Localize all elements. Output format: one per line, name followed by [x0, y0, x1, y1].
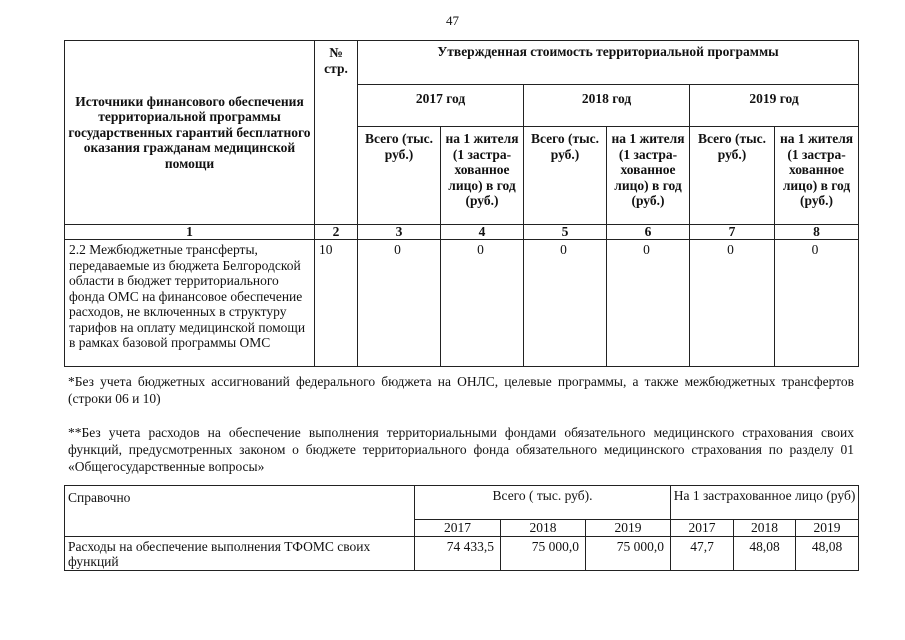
reference-label-header: Справочно	[65, 486, 415, 537]
reference-total-header: Всего ( тыс. руб).	[415, 486, 671, 520]
column-number: 6	[607, 225, 690, 240]
year-header: 2017	[671, 520, 734, 537]
cost-table	[64, 40, 859, 367]
reference-value: 75 000,0	[501, 536, 586, 570]
year-header: 2018	[734, 520, 796, 537]
total-2019-value: 0	[690, 240, 775, 367]
year-header: 2018	[501, 520, 586, 537]
table-row	[65, 240, 859, 367]
reference-value: 75 000,0	[586, 536, 671, 570]
reference-per-insured-header: На 1 застрахованное лицо (руб)	[671, 486, 859, 520]
page-number: 47	[446, 13, 459, 28]
per-capita-2019-header: на 1 жителя (1 застра-хованное лицо) в год (руб.)	[775, 127, 859, 225]
reference-value: 48,08	[734, 536, 796, 570]
column-number: 8	[775, 225, 859, 240]
total-2019-header: Всего (тыс. руб.)	[690, 127, 775, 225]
total-2018-header: Всего (тыс. руб.)	[524, 127, 607, 225]
column-number: 3	[358, 225, 441, 240]
column-numbers-row	[65, 225, 859, 240]
row-label: 2.2 Межбюджетные трансферты, передаваемые из бюджета Белгородской области в бюджет территориального фонда ОМС на финансовое обеспечение расходов, не включенных в структуру тарифов на оплату медицинской помощи в рамках базовой программы ОМС	[65, 240, 315, 367]
total-2018-value: 0	[524, 240, 607, 367]
reference-table	[64, 485, 859, 571]
reference-value: 48,08	[796, 536, 859, 570]
year-2018-header: 2018 год	[524, 85, 690, 127]
per-capita-2017-value: 0	[441, 240, 524, 367]
approved-cost-header: Утвержденная стоимость территориальной программы	[358, 41, 859, 85]
reference-row-label: Расходы на обеспечение выполнения ТФОМС своих функций	[65, 536, 415, 570]
year-2017-header: 2017 год	[358, 85, 524, 127]
column-number: 4	[441, 225, 524, 240]
footnote-1: *Без учета бюджетных ассигнований федерального бюджета на ОНЛС, целевые программы, а также межбюджетных трансфертов (строки 06 и 10)	[68, 374, 854, 406]
column-number: 2	[315, 225, 358, 240]
per-capita-2019-value: 0	[775, 240, 859, 367]
total-2017-value: 0	[358, 240, 441, 367]
row-number-header: № стр.	[315, 41, 358, 225]
column-number: 5	[524, 225, 607, 240]
year-header: 2019	[586, 520, 671, 537]
column-number: 7	[690, 225, 775, 240]
per-capita-2018-header: на 1 жителя (1 застра-хованное лицо) в год (руб.)	[607, 127, 690, 225]
reference-value: 47,7	[671, 536, 734, 570]
year-2019-header: 2019 год	[690, 85, 859, 127]
total-2017-header: Всего (тыс. руб.)	[358, 127, 441, 225]
column-number: 1	[65, 225, 315, 240]
source-header: Источники финансового обеспечения территориальной программы государственных гарантий бесплатного оказания гражданам медицинской помощи	[65, 41, 315, 225]
footnote-2: **Без учета расходов на обеспечение выполнения территориальными фондами обязательного медицинского страхования своих функций, предусмотренных законом о бюджете территориального фонда обязательного медицинского страхования по разделу 01 «Общегосударственные вопросы»	[68, 425, 854, 474]
table-row	[65, 536, 859, 570]
row-number: 10	[315, 240, 358, 367]
per-capita-2018-value: 0	[607, 240, 690, 367]
reference-value: 74 433,5	[415, 536, 501, 570]
year-header: 2019	[796, 520, 859, 537]
per-capita-2017-header: на 1 жителя (1 застра-хованное лицо) в год (руб.)	[441, 127, 524, 225]
year-header: 2017	[415, 520, 501, 537]
